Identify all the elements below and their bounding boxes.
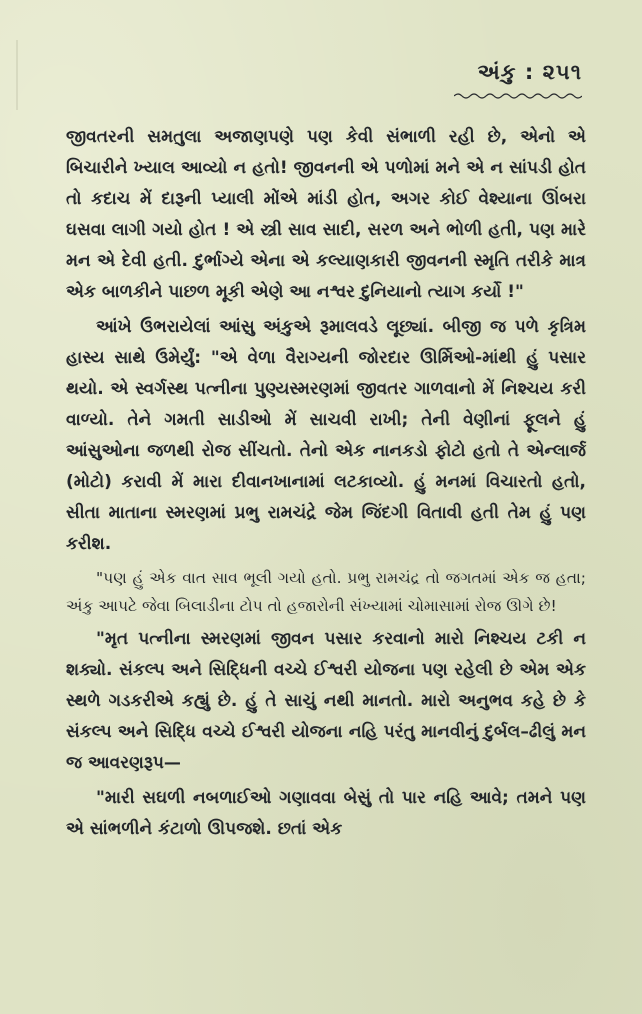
paragraph-2: આંખે ઉભરાયેલાં આંસુ અંકુએ રૂમાલવડે લૂછ્યાં. બીજી જ પળે કૃત્રિમ હાસ્ય સાથે ઉમેર્યું: "એ વેળા વૈરાગ્યની જોરદાર ઊર્મિઓ-માંથી હું પસાર થયો. એ સ્વર્ગસ્થ પત્નીના પુણ્યસ્મરણમાં જીવતર ગાળવાનો મેં નિશ્ચય કરી વાળ્યો. તેને ગમતી સાડીઓ મેં સાચવી રાખી; તેની વેણીનાં ફૂલને હું આંસુઓના જળથી રોજ સીંચતો. તેનો એક નાનકડો ફોટો હતો તે એન્લાર્જ (મોટો) કરાવી મેં મારા દીવાનખાનામાં લટકાવ્યો. હું મનમાં વિચારતો હતો, સીતા માતાના સ્મરણમાં પ્રભુ રામચંદ્રે જેમ જિંદગી વિતાવી હતી તેમ હું પણ કરીશ. [66, 317, 586, 554]
header-wavy-rule [454, 92, 582, 100]
paragraph-1: જીવતરની સમતુલા અજાણપણે પણ કેવી સંભાળી રહી છે, એનો એ બિચારીને ખ્યાલ આવ્યો ન હતો! જીવનની એ પળોમાં મને એ ન સાંપડી હોત તો કદાચ મેં દારૂની પ્યાલી મોંએ માંડી હોત, અગર કોઈ વેશ્યાના ઊંબરા ઘસવા લાગી ગયો હોત ! એ સ્ત્રી સાવ સાદી, સરળ અને ભોળી હતી, પણ મારે મન એ દેવી હતી. દુર્ભાગ્યે એના એ કલ્યાણકારી જીવનની સ્મૃતિ તરીકે માત્ર એક બાળકીને પાછળ મૂકી એણે આ નશ્વર દુનિયાનો ત્યાગ કર્યો !" [66, 127, 586, 302]
paragraph-5: "મારી સઘળી નબળાઈઓ ગણાવવા બેસું તો પાર નહિ આવે; તમને પણ એ સાંભળીને કંટાળો ઊપજશે. છતાં એક [66, 788, 586, 839]
paragraph-4: "મૃત પત્નીના સ્મરણમાં જીવન પસાર કરવાનો મારો નિશ્ચય ટકી ન શક્યો. સંકલ્પ અને સિદ્ધિની વચ્ચે ઈશ્વરી યોજના પણ રહેલી છે એમ એક સ્થળે ગડકરીએ કહ્યું છે. હું તે સાચું નથી માનતો. મારો અનુભવ કહે છે કે સંકલ્પ અને સિદ્ધિ વચ્ચે ઈશ્વરી યોજના નહિ પરંતુ માનવીનું દુર્બલ–ઢીલું મન જ આવરણરૂપ— [66, 629, 586, 773]
page-header-label: અંકુ : ૨૫૧ [477, 60, 582, 84]
paragraph-3: "પણ હું એક વાત સાવ ભૂલી ગયો હતો. પ્રભુ રામચંદ્ર તો જગતમાં એક જ હતા; અંકુ આપટે જેવા બિલાડીના ટોપ તો હજારોની સંખ્યામાં ચોમાસામાં રોજ ઊગે છે! [66, 569, 586, 615]
page-header [478, 60, 582, 85]
page-body [66, 122, 586, 845]
page-edge-shadow [16, 40, 18, 110]
